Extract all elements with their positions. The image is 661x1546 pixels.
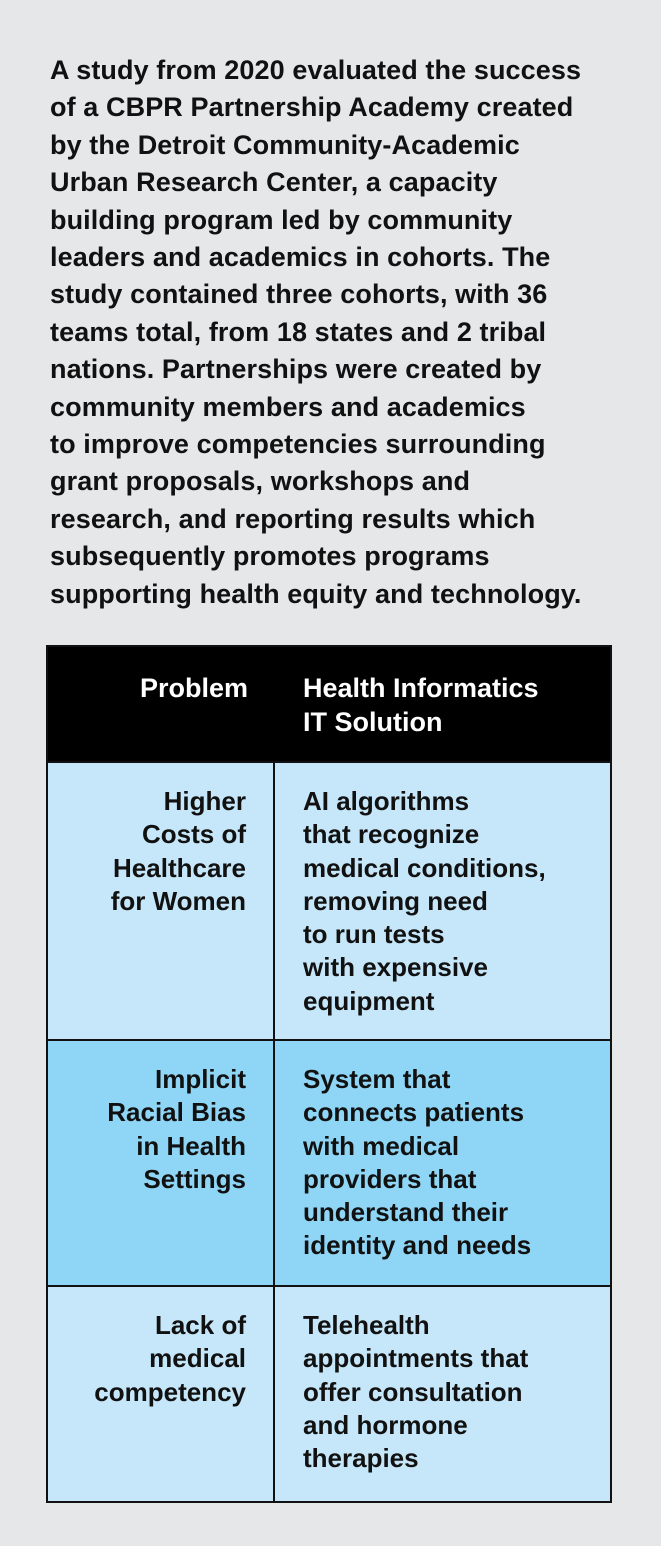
solution-line: Telehealth — [303, 1310, 430, 1340]
solution-line: identity and needs — [303, 1230, 532, 1261]
header-solution-line: IT Solution — [303, 707, 443, 737]
intro-line: grant proposals, workshops and — [50, 466, 471, 497]
solution-line: System that — [303, 1064, 451, 1094]
solution-line: providers that — [303, 1163, 477, 1194]
intro-line: A study from 2020 evaluated the success — [50, 55, 582, 85]
table-row — [48, 1285, 610, 1501]
solution-line: and hormone — [303, 1409, 468, 1440]
intro-line: nations. Partnerships were created by — [50, 354, 542, 385]
problem-line: medical — [149, 1343, 246, 1374]
intro-line: building program led by community — [50, 204, 513, 235]
problem-solution-table — [46, 645, 612, 1503]
header-problem — [48, 647, 275, 761]
solution-line: equipment — [303, 985, 435, 1016]
table-row — [48, 761, 610, 1039]
problem-line: Lack of — [154, 1310, 246, 1340]
intro-line: study contained three cohorts, with 36 — [50, 279, 548, 310]
problem-line: competency — [94, 1376, 246, 1407]
problem-line: Settings — [143, 1163, 246, 1194]
intro-line: leaders and academics in cohorts. The — [50, 242, 551, 273]
header-problem-label: Problem — [139, 673, 248, 703]
intro-line: community members and academics — [50, 391, 526, 422]
problem-line: for Women — [110, 885, 246, 916]
problem-line: Healthcare — [113, 852, 246, 883]
intro-line: of a CBPR Partnership Academy created — [50, 92, 574, 123]
solution-line: with medical — [303, 1130, 460, 1161]
intro-paragraph — [50, 52, 650, 613]
table-header-row — [48, 647, 610, 761]
header-solution-line: Health Informatics — [303, 673, 539, 703]
solution-cell — [275, 763, 610, 1039]
intro-line: subsequently promotes programs — [50, 541, 490, 572]
problem-cell — [48, 1287, 275, 1501]
intro-line: supporting health equity and technology. — [50, 578, 582, 609]
solution-line: understand their — [303, 1197, 509, 1228]
intro-line: to improve competencies surrounding — [50, 429, 546, 460]
solution-cell — [275, 1287, 610, 1501]
intro-line: Urban Research Center, a capacity — [50, 167, 498, 198]
solution-line: removing need — [303, 885, 488, 916]
problem-line: Higher — [163, 786, 246, 816]
solution-line: that recognize — [303, 819, 480, 850]
intro-line: by the Detroit Community-Academic — [50, 129, 520, 160]
solution-line: connects patients — [303, 1097, 525, 1128]
problem-line: Costs of — [142, 819, 246, 850]
solution-line: therapies — [303, 1443, 419, 1474]
solution-line: offer consultation — [303, 1376, 523, 1407]
solution-line: appointments that — [303, 1343, 529, 1374]
problem-cell — [48, 763, 275, 1039]
solution-line: medical conditions, — [303, 852, 546, 883]
solution-line: AI algorithms — [303, 786, 470, 816]
table-row — [48, 1039, 610, 1285]
solution-line: to run tests — [303, 919, 445, 950]
solution-line: with expensive — [303, 952, 488, 983]
solution-cell — [275, 1041, 610, 1285]
problem-line: Racial Bias — [107, 1097, 246, 1128]
header-solution — [275, 647, 610, 761]
problem-line: in Health — [136, 1130, 246, 1161]
intro-line: research, and reporting results which — [50, 503, 536, 534]
problem-line: Implicit — [154, 1064, 246, 1094]
problem-cell — [48, 1041, 275, 1285]
intro-line: teams total, from 18 states and 2 tribal — [50, 316, 547, 347]
